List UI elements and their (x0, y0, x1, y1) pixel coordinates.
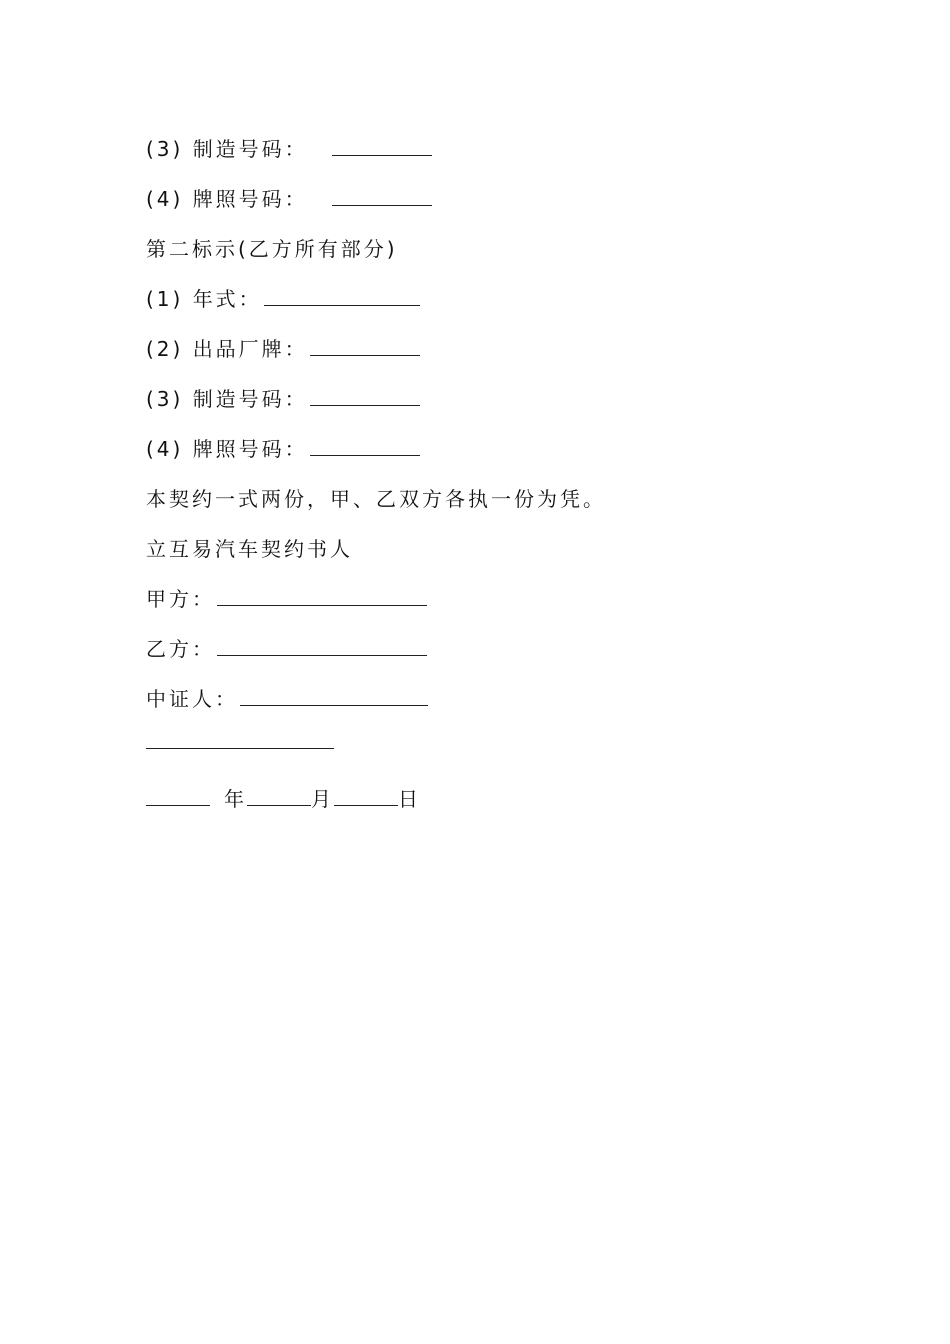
fill-blank[interactable] (264, 285, 420, 306)
month-blank[interactable] (247, 785, 311, 806)
witness-blank[interactable] (240, 685, 428, 706)
date-row (146, 778, 846, 828)
contract-copies-statement (146, 478, 846, 528)
line-label: (3) 制造号码： (146, 387, 308, 411)
party-a-blank[interactable] (217, 585, 427, 606)
line-label: (4) 牌照号码： (146, 187, 308, 211)
day-label: 日 (398, 787, 421, 811)
party-a (146, 578, 846, 628)
party-b (146, 628, 846, 678)
year-blank[interactable] (146, 785, 210, 806)
item-1-year (146, 278, 846, 328)
fill-blank[interactable] (310, 385, 420, 406)
section-heading: 第二标示(乙方所有部分) (146, 237, 398, 261)
signature-blank[interactable] (146, 728, 334, 749)
fill-blank[interactable] (310, 435, 420, 456)
party-b-blank[interactable] (217, 635, 427, 656)
signature-line-row (146, 728, 846, 778)
day-blank[interactable] (334, 785, 398, 806)
month-label: 月 (311, 787, 334, 811)
line-label: (4) 牌照号码： (146, 437, 308, 461)
item-2-brand (146, 328, 846, 378)
witness (146, 678, 846, 728)
item-4-plate-number-b (146, 428, 846, 478)
fill-blank[interactable] (332, 185, 432, 206)
fill-blank[interactable] (332, 135, 432, 156)
item-3-manufacture-number (146, 128, 846, 178)
item-4-plate-number (146, 178, 846, 228)
party-b-label: 乙方： (146, 637, 215, 661)
document-page (146, 128, 846, 828)
party-a-label: 甲方： (146, 587, 215, 611)
witness-label: 中证人： (146, 687, 238, 711)
section-heading-second (146, 228, 846, 278)
line-label: (3) 制造号码： (146, 137, 308, 161)
line-label: (2) 出品厂牌： (146, 337, 308, 361)
year-label: 年 (224, 787, 247, 811)
item-3-manufacture-number-b (146, 378, 846, 428)
line-label: (1) 年式： (146, 287, 262, 311)
parties-title: 立互易汽车契约书人 (146, 537, 353, 561)
contract-parties-title (146, 528, 846, 578)
fill-blank[interactable] (310, 335, 420, 356)
statement-text: 本契约一式两份，甲、乙双方各执一份为凭。 (146, 487, 606, 511)
